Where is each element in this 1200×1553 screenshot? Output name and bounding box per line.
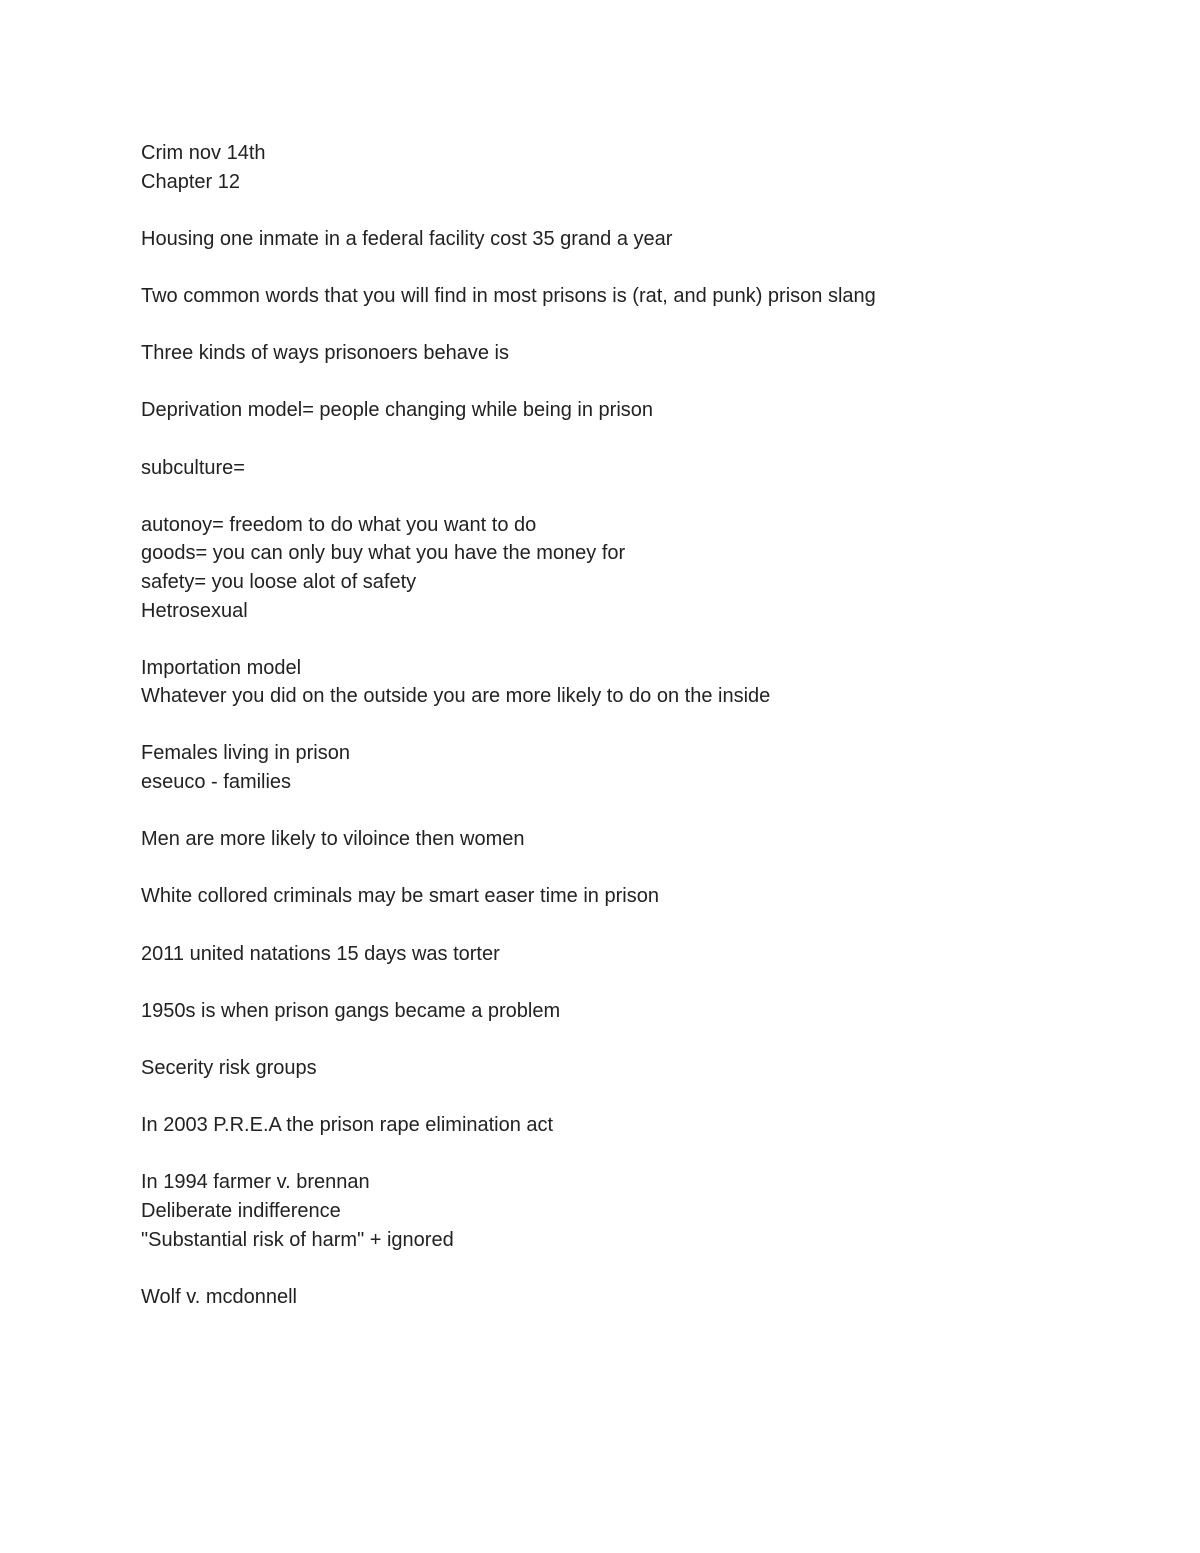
blank-line xyxy=(141,1083,1141,1112)
text-line: Whatever you did on the outside you are more likely to do on the inside xyxy=(141,685,771,708)
text-line: Secerity risk groups xyxy=(141,1057,317,1079)
blank-line xyxy=(141,911,1141,940)
blank-line xyxy=(141,368,1141,397)
text-line: In 2003 P.R.E.A the prison rape elimination act xyxy=(141,1114,554,1137)
blank-line xyxy=(141,196,1141,225)
blank-line xyxy=(141,711,1141,740)
text-line: safety= you loose alot of safety xyxy=(141,570,417,593)
text-line: Men are more likely to viloince then women xyxy=(141,828,525,851)
text-line: White collored criminals may be smart easer time in prison xyxy=(141,885,659,908)
text-line: Deprivation model= people changing while being in prison xyxy=(141,399,654,422)
text-line: Wolf v. mcdonnell xyxy=(141,1285,297,1308)
text-line: autonoy= freedom to do what you want to do xyxy=(141,513,537,536)
text-line: Females living in prison xyxy=(141,742,350,765)
text-line: In 1994 farmer v. brennan xyxy=(141,1171,370,1194)
blank-line xyxy=(141,1025,1141,1054)
text-line: Housing one inmate in a federal facility cost 35 grand a year xyxy=(141,227,673,250)
blank-line xyxy=(141,968,1141,997)
text-line: goods= you can only buy what you have the money for xyxy=(141,542,626,565)
blank-line xyxy=(141,797,1141,826)
blank-line xyxy=(141,1140,1141,1169)
text-line: Two common words that you will find in most prisons is (rat, and punk) prison slang xyxy=(141,284,876,307)
blank-line xyxy=(141,1254,1141,1283)
text-line: Hetrosexual xyxy=(141,599,248,622)
text-line: Chapter 12 xyxy=(141,170,240,193)
text-line: eseuco - families xyxy=(141,771,292,794)
blank-line xyxy=(141,253,1141,282)
text-line: 2011 united natations 15 days was torter xyxy=(141,942,500,965)
text-line: Importation model xyxy=(141,656,302,679)
blank-line xyxy=(141,625,1141,654)
blank-line xyxy=(141,854,1141,883)
blank-line xyxy=(141,482,1141,511)
text-line: 1950s is when prison gangs became a problem xyxy=(141,999,561,1022)
text-line: Three kinds of ways prisonoers behave is xyxy=(141,342,509,365)
notes-body xyxy=(141,139,1141,1311)
blank-line xyxy=(141,425,1141,454)
text-line: subculture= xyxy=(141,456,245,479)
text-line: Crim nov 14th xyxy=(141,142,266,164)
blank-line xyxy=(141,311,1141,340)
text-line: "Substantial risk of harm" + ignored xyxy=(141,1228,454,1251)
text-line: Deliberate indifference xyxy=(141,1199,341,1222)
